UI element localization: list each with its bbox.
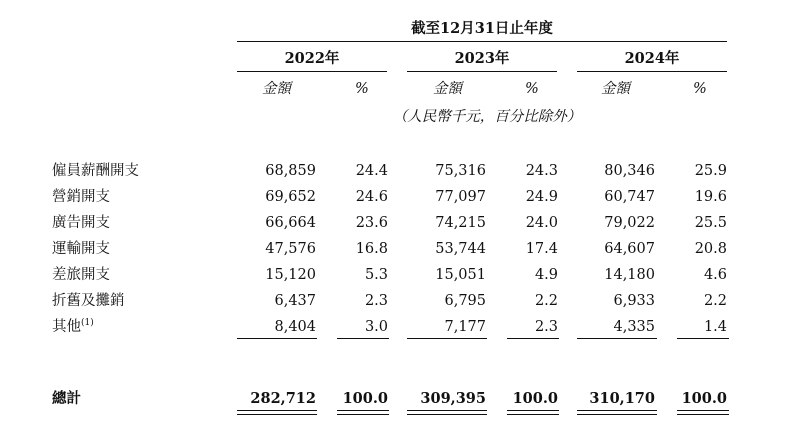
cell-pct-2024: 4.6 [703, 267, 727, 283]
cell-amount-2022: 68,859 [265, 163, 316, 179]
cell-amount-2022: 66,664 [265, 215, 316, 231]
row-label: 營銷開支 [52, 189, 110, 205]
cell-pct-2024: 25.5 [694, 215, 727, 231]
total-double-rule [507, 410, 559, 415]
pct-header-2024: % [693, 81, 707, 97]
total-double-rule [677, 410, 729, 415]
cell-pct-2023: 2.2 [534, 293, 558, 309]
total-pct-2024: 100.0 [681, 390, 727, 407]
year-header-2022: 2022年 [284, 50, 340, 67]
cell-amount-2023: 74,215 [435, 215, 486, 231]
subtotal-rule [577, 338, 657, 339]
cell-amount-2022: 15,120 [265, 267, 316, 283]
total-double-rule [337, 410, 389, 415]
subtotal-rule [237, 338, 317, 339]
row-label: 僱員薪酬開支 [52, 163, 139, 179]
cell-amount-2023: 77,097 [435, 189, 486, 205]
cell-pct-2022: 23.6 [355, 215, 388, 231]
pct-header-2022: % [355, 81, 369, 97]
cell-amount-2024: 4,335 [613, 319, 655, 335]
cell-amount-2023: 7,177 [444, 319, 486, 335]
cell-pct-2022: 3.0 [364, 319, 388, 335]
pct-header-2023: % [525, 81, 539, 97]
footnote-marker: (1) [81, 318, 94, 328]
period-header: 截至12月31日止年度 [411, 20, 553, 37]
cell-pct-2024: 1.4 [703, 319, 727, 335]
row-label-others [52, 318, 94, 336]
cell-amount-2022: 8,404 [274, 319, 316, 335]
cell-pct-2024: 2.2 [703, 293, 727, 309]
cell-amount-2022: 47,576 [265, 241, 316, 257]
cell-amount-2024: 79,022 [604, 215, 655, 231]
cell-amount-2023: 15,051 [435, 267, 486, 283]
row-label: 其他 [52, 319, 81, 335]
cell-pct-2024: 20.8 [694, 241, 727, 257]
row-label: 折舊及攤銷 [52, 293, 125, 309]
total-amount-2022: 282,712 [250, 390, 316, 407]
unit-note: （人民幣千元，百分比除外） [392, 109, 582, 125]
total-double-rule [237, 410, 317, 415]
total-pct-2022: 100.0 [342, 390, 388, 407]
year-rule-2024 [577, 71, 727, 72]
row-label: 差旅開支 [52, 267, 110, 283]
cell-amount-2023: 75,316 [435, 163, 486, 179]
cell-pct-2024: 25.9 [694, 163, 727, 179]
amount-header-2023: 金額 [433, 81, 462, 97]
total-amount-2024: 310,170 [589, 390, 655, 407]
subtotal-rule [407, 338, 487, 339]
cell-pct-2023: 4.9 [534, 267, 558, 283]
cell-pct-2022: 5.3 [364, 267, 388, 283]
year-header-2024: 2024年 [624, 50, 680, 67]
cell-pct-2023: 24.3 [525, 163, 558, 179]
year-header-2023: 2023年 [454, 50, 510, 67]
cell-pct-2022: 24.4 [355, 163, 388, 179]
year-rule-2022 [237, 71, 387, 72]
subtotal-rule [337, 338, 389, 339]
total-amount-2023: 309,395 [420, 390, 486, 407]
total-double-rule [407, 410, 487, 415]
row-label: 廣告開支 [52, 215, 110, 231]
cell-amount-2024: 80,346 [604, 163, 655, 179]
cell-pct-2022: 2.3 [364, 293, 388, 309]
cell-pct-2024: 19.6 [694, 189, 727, 205]
cell-pct-2022: 16.8 [355, 241, 388, 257]
total-label: 總計 [52, 390, 81, 407]
cell-pct-2023: 17.4 [525, 241, 558, 257]
cell-amount-2024: 6,933 [613, 293, 655, 309]
amount-header-2022: 金額 [262, 81, 291, 97]
cell-amount-2022: 6,437 [274, 293, 316, 309]
cell-amount-2024: 14,180 [604, 267, 655, 283]
cell-amount-2023: 53,744 [435, 241, 486, 257]
cell-amount-2024: 60,747 [604, 189, 655, 205]
cell-pct-2023: 2.3 [534, 319, 558, 335]
total-pct-2023: 100.0 [512, 390, 558, 407]
year-rule-2023 [407, 71, 557, 72]
subtotal-rule [677, 338, 729, 339]
period-rule [237, 41, 727, 42]
cell-amount-2024: 64,607 [604, 241, 655, 257]
row-label: 運輸開支 [52, 241, 110, 257]
cell-pct-2023: 24.0 [525, 215, 558, 231]
amount-header-2024: 金額 [601, 81, 630, 97]
cell-pct-2023: 24.9 [525, 189, 558, 205]
subtotal-rule [507, 338, 559, 339]
total-double-rule [577, 410, 657, 415]
cell-pct-2022: 24.6 [355, 189, 388, 205]
cell-amount-2023: 6,795 [444, 293, 486, 309]
cell-amount-2022: 69,652 [265, 189, 316, 205]
